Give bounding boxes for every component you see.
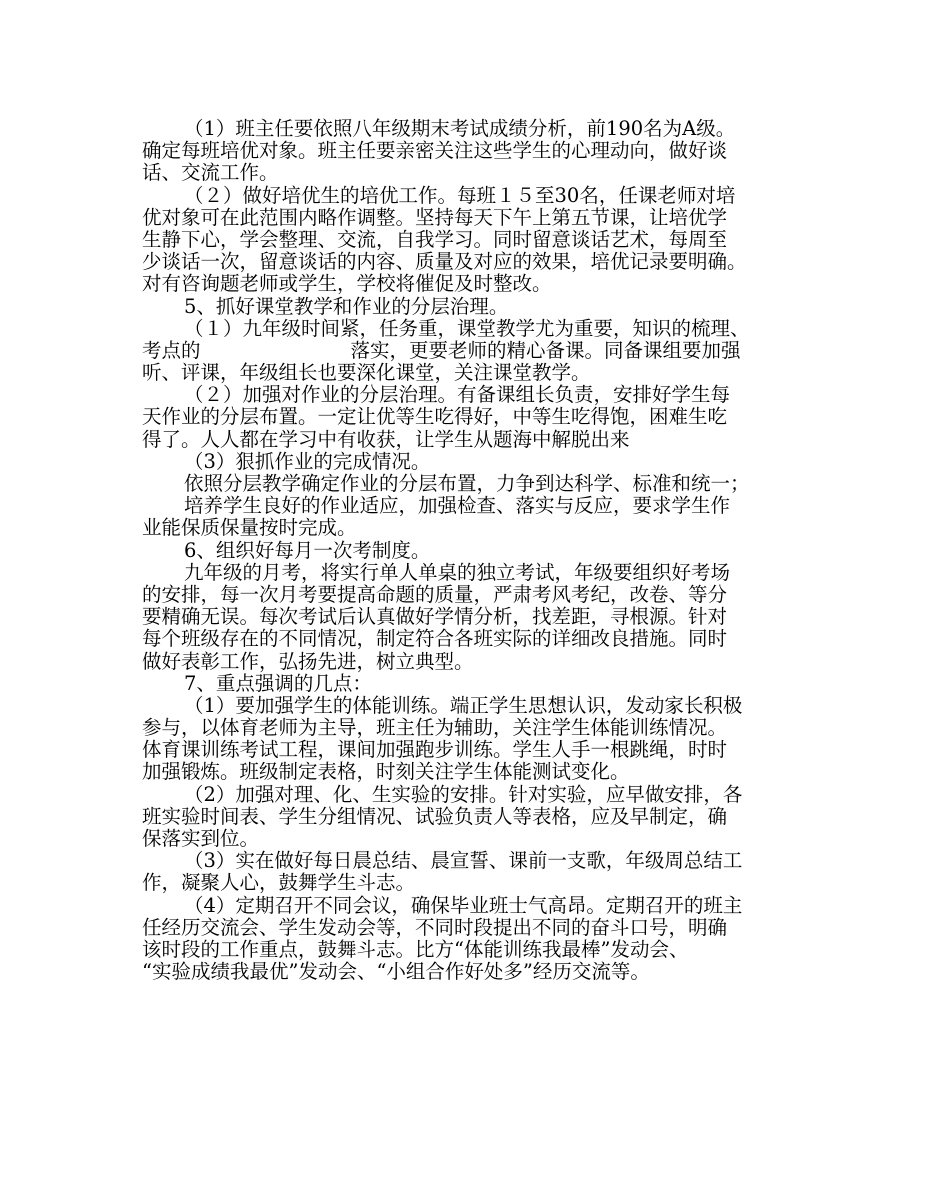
paragraph-line: （２）加强对作业的分层治理。有备课组长负责，安排好学生每 <box>184 383 731 407</box>
paragraph-line: 九年级的月考，将实行单人单桌的独立考试，年级要组织好考场 <box>184 560 731 584</box>
paragraph-line: 该时段的工作重点，鼓舞斗志。比方“体能训练我最棒”发动会、 <box>142 937 689 961</box>
paragraph-line: 作，凝聚人心，鼓舞学生斗志。 <box>142 871 416 895</box>
document-body <box>142 118 810 983</box>
paragraph-line: 体育课训练考试工程，课间加强跑步训练。学生人手一根跳绳，时时 <box>142 738 728 762</box>
paragraph-line: 加强锻炼。班级制定表格，时刻关注学生体能测试变化。 <box>142 760 630 784</box>
section-heading: 6、组织好每月一次考制度。 <box>184 538 431 562</box>
line-fragment: 考点的 <box>142 338 201 362</box>
paragraph-line: （4）定期召开不同会议，确保毕业班士气高昂。定期召开的班主 <box>184 893 743 917</box>
paragraph-line: （2）加强对理、化、生实验的安排。针对实验，应早做安排，各 <box>184 782 743 806</box>
paragraph-line: 业能保质保量按时完成。 <box>142 516 357 540</box>
paragraph-line: 的安排，每一次月考要提高命题的质量，严肃考风考纪，改卷、等分 <box>142 582 728 606</box>
paragraph-line: “实验成绩我最优”发动会、“小组合作好处多”经历交流等。 <box>142 960 650 984</box>
paragraph-line: 天作业的分层布置。一定让优等生吃得好，中等生吃得饱，困难生吃 <box>142 405 728 429</box>
paragraph-line: 培养学生良好的作业适应，加强检查、落实与反应，要求学生作 <box>184 494 731 518</box>
paragraph-line: 确定每班培优对象。班主任要亲密关注这些学生的心理动向，做好谈 <box>142 139 728 163</box>
paragraph-line: （1）要加强学生的体能训练。端正学生思想认识，发动家长积极 <box>184 693 743 717</box>
paragraph-line: （２）做好培优生的培优工作。每班１５至30名，任课老师对培 <box>184 183 736 207</box>
paragraph-line: 对有咨询题老师或学生，学校将催促及时整改。 <box>142 272 552 296</box>
section-heading: 7、重点强调的几点： <box>184 671 372 695</box>
paragraph-line: 任经历交流会、学生发动会等，不同时段提出不同的奋斗口号，明确 <box>142 915 728 939</box>
paragraph-line: 依照分层教学确定作业的分层布置，力争到达科学、标准和统一； <box>184 472 750 495</box>
paragraph-line: 参与，以体育老师为主导，班主任为辅助，关注学生体能训练情况。 <box>142 716 728 740</box>
paragraph-line: （3）实在做好每日晨总结、晨宣誓、课前一支歌，年级周总结工 <box>184 849 743 873</box>
paragraph-line: 得了。人人都在学习中有收获，让学生从题海中解脱出来 <box>142 427 630 451</box>
paragraph-line <box>142 340 810 362</box>
paragraph-line: 要精确无误。每次考试后认真做好学情分析，找差距，寻根源。针对 <box>142 605 728 629</box>
paragraph-line: （3）狠抓作业的完成情况。 <box>184 449 431 473</box>
paragraph-line: （１）九年级时间紧，任务重，课堂教学尤为重要，知识的梳理、 <box>184 316 750 340</box>
paragraph-line: 保落实到位。 <box>142 827 260 850</box>
paragraph-line: 做好表彰工作，弘扬先进，树立典型。 <box>142 649 474 673</box>
line-fragment: 落实，更要老师的精心备课。同备课组要加强 <box>350 338 741 362</box>
paragraph-line: 生静下心，学会整理、交流，自我学习。同时留意谈话艺术，每周至 <box>142 227 728 251</box>
paragraph-line: 少谈话一次，留意谈话的内容、质量及对应的效果，培优记录要明确。 <box>142 250 747 274</box>
paragraph-line: 每个班级存在的不同情况，制定符合各班实际的详细改良措施。同时 <box>142 627 728 651</box>
paragraph-line: （1）班主任要依照八年级期末考试成绩分析，前190名为A级。 <box>184 117 736 140</box>
section-heading: 5、抓好课堂教学和作业的分层治理。 <box>184 294 509 318</box>
paragraph-line: 班实验时间表、学生分组情况、试验负责人等表格，应及早制定，确 <box>142 804 728 828</box>
paragraph-line: 话、交流工作。 <box>142 161 279 185</box>
paragraph-line: 听、评课，年级组长也要深化课堂，关注课堂教学。 <box>142 361 591 385</box>
paragraph-line: 优对象可在此范围内略作调整。坚持每天下午上第五节课，让培优学 <box>142 205 728 229</box>
